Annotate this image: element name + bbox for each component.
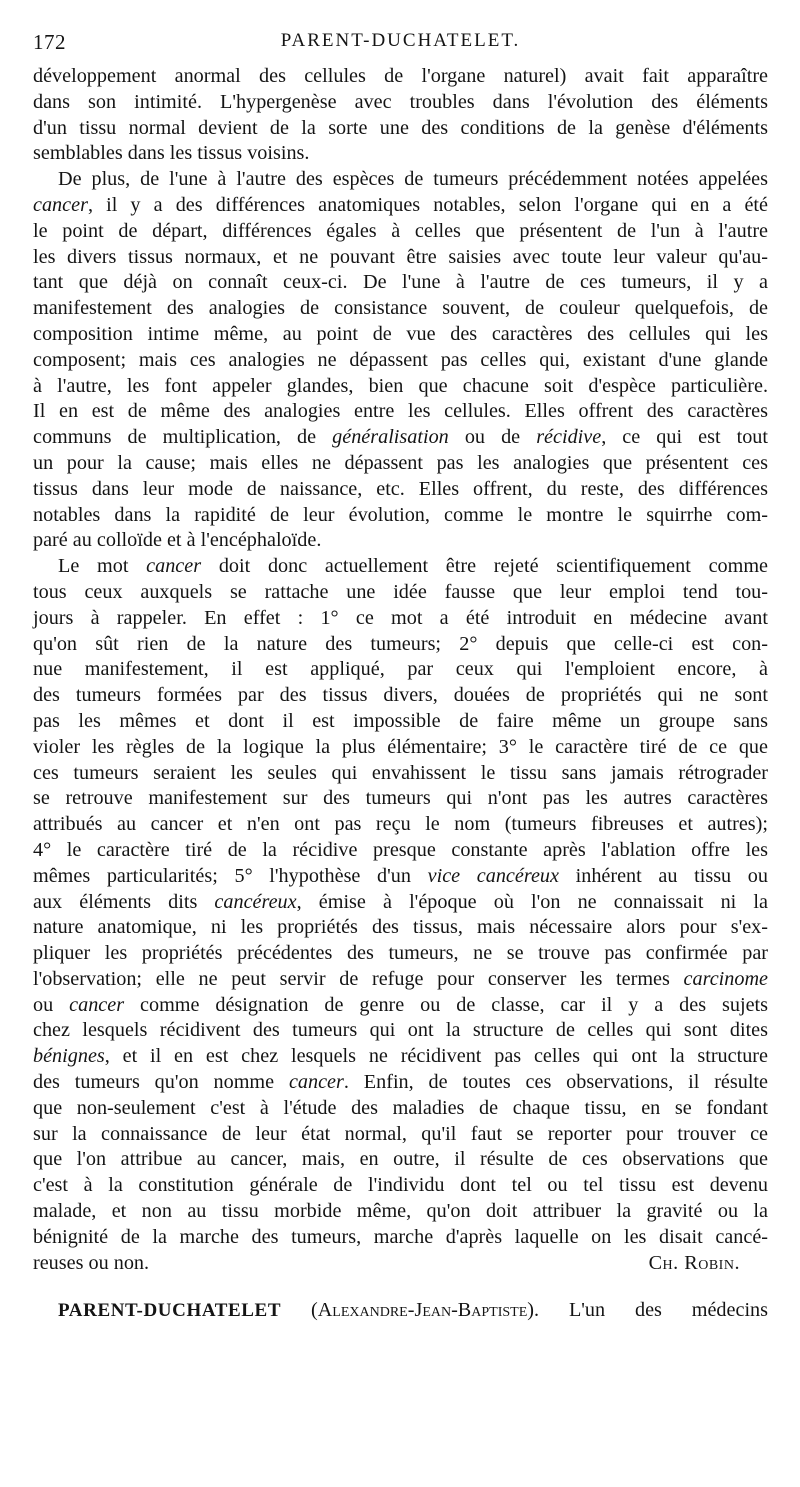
text-line: à l'autre, les font appeler glandes, bien que chacune soit d'espèce particulière. xyxy=(33,374,768,397)
text-line: paré au colloïde et à l'encéphaloïde. xyxy=(33,529,322,552)
text-line: tissus dans leur mode de naissance, etc. Elles offrent, du reste, des différences xyxy=(33,477,768,500)
paragraph-continuation xyxy=(33,64,768,167)
text-line: les divers tissus normaux, et ne pouvant être saisies avec toute leur valeur qu'au- xyxy=(33,245,768,268)
text-line: un pour la cause; mais elles ne dépassent pas les analogies que présentent ces xyxy=(33,451,768,474)
text-line: composition intime même, au point de vue des caractères des cellules qui les xyxy=(33,322,768,345)
text-line: tant que déjà on connaît ceux-ci. De l'une à l'autre de ces tumeurs, il y a xyxy=(33,271,768,294)
text-line: semblables dans les tissus voisins. xyxy=(33,142,310,165)
text-line: que l'on attribue au cancer, mais, en outre, il résulte de ces observations que xyxy=(33,1148,768,1171)
text-line: que non-seulement c'est à l'étude des maladies de chaque tissu, en se fondant xyxy=(33,1096,768,1119)
text-line: ces tumeurs seraient les seules qui envahissent le tissu sans jamais rétrograder xyxy=(33,761,768,784)
text-line: pliquer les propriétés précédentes des tumeurs, ne se trouve pas confirmée par xyxy=(33,942,768,965)
text-line: attribués au cancer et n'en ont pas reçu le nom (tumeurs fibreuses et autres); xyxy=(33,813,768,836)
text-line: malade, et non au tissu morbide même, qu'on doit attribuer la gravité ou la xyxy=(33,1200,768,1223)
text-line: Il en est de même des analogies entre les cellules. Elles offrent des caractères xyxy=(33,400,768,423)
text-line: 4° le caractère tiré de la récidive presque constante après l'ablation offre les xyxy=(33,838,768,861)
text-line: développement anormal des cellules de l'organe naturel) avait fait apparaître xyxy=(33,65,768,87)
text-line: jours à rappeler. En effet : 1° ce mot a été introduit en médecine avant xyxy=(33,606,768,629)
text-line: De plus, de l'une à l'autre des espèces de tumeurs précédemment notées appelées xyxy=(58,168,768,191)
text-line: cancer, il y a des différences anatomiques notables, selon l'organe qui en a été xyxy=(33,193,768,216)
text-line: chez lesquels récidivent des tumeurs qui ont la structure de celles qui sont dites xyxy=(33,1019,768,1042)
author-signature: Ch. Robin. xyxy=(648,1251,740,1274)
entry-separator xyxy=(33,1276,768,1298)
text-line: communs de multiplication, de généralisation ou de récidive, ce qui est tout xyxy=(33,426,769,449)
text-line: le point de départ, différences égales à celles que présentent de l'un à l'autre xyxy=(33,219,768,242)
text-line: se retrouve manifestement sur des tumeurs qui n'ont pas les autres caractères xyxy=(33,787,768,810)
text-line: des tumeurs qu'on nomme cancer. Enfin, de toutes ces observations, il résulte xyxy=(33,1071,768,1094)
text-line: aux éléments dits cancéreux, émise à l'époque où l'on ne connaissait ni la xyxy=(33,890,768,913)
text-line: qu'on sût rien de la nature des tumeurs; 2° depuis que celle-ci est con- xyxy=(33,632,768,655)
text-line: bénignes, et il en est chez lesquels ne récidivent pas celles qui ont la structure xyxy=(33,1045,768,1068)
text-line: dans son intimité. L'hypergenèse avec troubles dans l'évolution des éléments xyxy=(33,90,768,113)
article-body xyxy=(33,64,768,1324)
text-line: nue manifestement, il est appliqué, par ceux qui l'emploient encore, à xyxy=(33,658,768,681)
entry-given-names: (Alexandre-Jean-Baptiste). xyxy=(311,1299,540,1322)
text-line: c'est à la constitution générale de l'individu dont tel ou tel tissu est devenu xyxy=(33,1174,768,1197)
text-line: notables dans la rapidité de leur évolution, comme le montre le squirrhe com- xyxy=(33,503,768,526)
entry-text: L'un des médecins xyxy=(568,1299,769,1322)
paragraph-word-cancer xyxy=(33,554,768,1276)
page-header xyxy=(33,30,768,60)
running-title: PARENT-DUCHATELET. xyxy=(280,30,521,51)
text-line: reuses ou non. Ch. Robin. xyxy=(33,1251,768,1277)
next-entry-line xyxy=(33,1298,768,1324)
text-line: ou cancer comme désignation de genre ou de classe, car il y a des sujets xyxy=(33,993,768,1016)
text-line: sur la connaissance de leur état normal, qu'il faut se reporter pour trouver ce xyxy=(33,1122,768,1145)
text-line: violer les règles de la logique la plus élémentaire; 3° le caractère tiré de ce que xyxy=(33,735,768,758)
text-line: composent; mais ces analogies ne dépassent pas celles qui, existant d'une glande xyxy=(33,348,768,371)
paragraph-tumour-differences xyxy=(33,167,768,554)
text-line: des tumeurs formées par des tissus divers, douées de propriétés qui ne sont xyxy=(33,684,768,707)
text-line: bénignité de la marche des tumeurs, marche d'après laquelle on les disait cancé- xyxy=(33,1225,768,1248)
page-number: 172 xyxy=(33,30,66,54)
text-line: mêmes particularités; 5° l'hypothèse d'un vice cancéreux inhérent au tissu ou xyxy=(33,864,768,887)
text-line: tous ceux auxquels se rattache une idée fausse que leur emploi tend tou- xyxy=(33,580,768,603)
text-line: Le mot cancer doit donc actuellement être rejeté scientifiquement comme xyxy=(58,555,768,578)
text-line: l'observation; elle ne peut servir de refuge pour conserver les termes carcinome xyxy=(33,967,768,990)
text-line: d'un tissu normal devient de la sorte une des conditions de la genèse d'éléments xyxy=(33,116,768,139)
text-line: manifestement des analogies de consistance souvent, de couleur quelquefois, de xyxy=(33,297,768,320)
text-line: pas les mêmes et dont il est impossible de faire même un groupe sans xyxy=(33,709,768,732)
entry-headword: PARENT-DUCHATELET xyxy=(58,1300,282,1322)
text-line: nature anatomique, ni les propriétés des tissus, mais nécessaire alors pour s'ex- xyxy=(33,916,768,939)
